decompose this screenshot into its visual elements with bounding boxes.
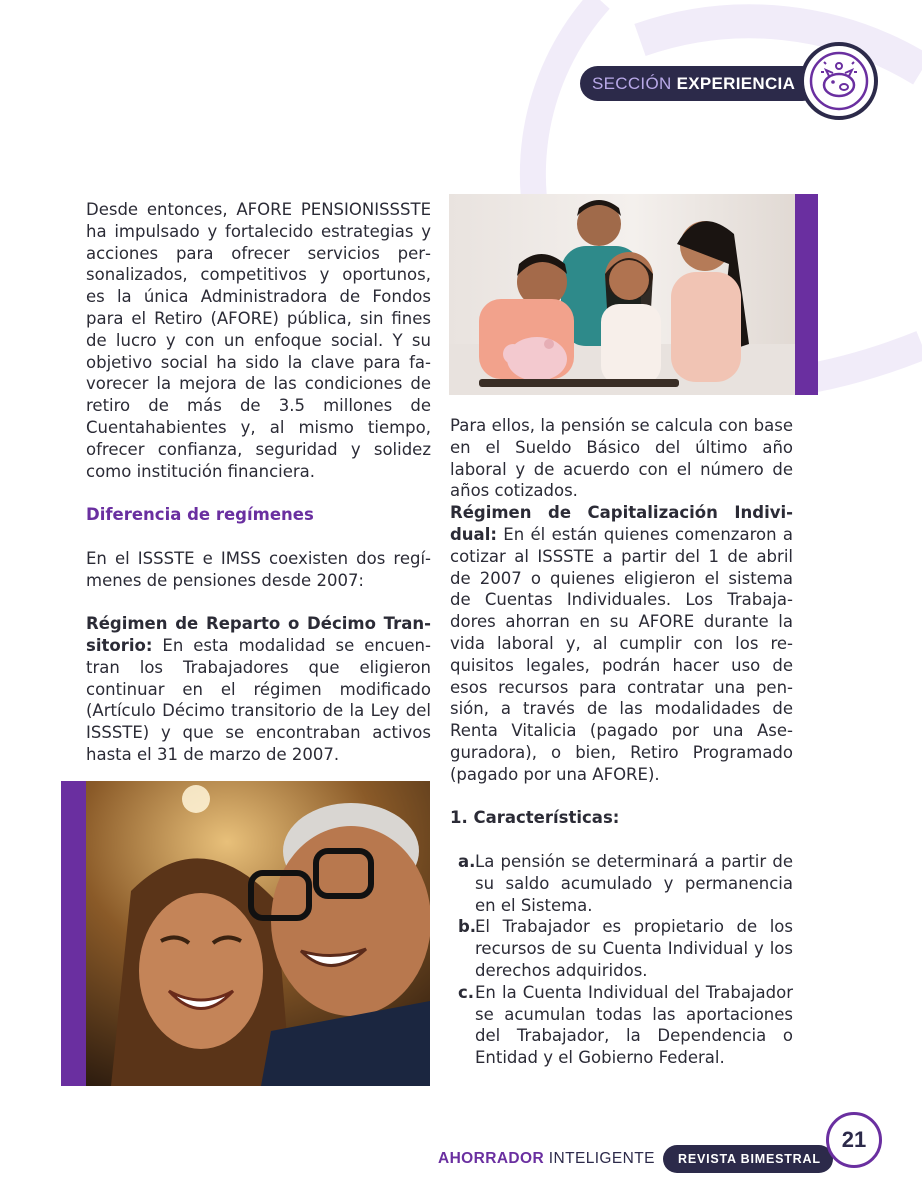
- family-saving-photo: [449, 194, 818, 395]
- regimen-reparto-title: Régimen de Reparto o Décimo Transitorio:: [86, 614, 431, 655]
- regimen-reparto-paragraph: [86, 613, 431, 766]
- list-item-text: La pensión se determinará a partir de su saldo acumulado y permanencia en el Sistema.: [475, 851, 793, 915]
- regimen-reparto-text: En esta modalidad se encuentran los Trabajadores que eligieron continuar en el régimen modificado (Artículo Décimo transitorio de la Ley del ISSSTE) y que se encontraban activos hasta el 31 de marzo de 2007.: [86, 635, 431, 764]
- section-prefix: SECCIÓN: [592, 74, 672, 93]
- features-list: [458, 851, 793, 1069]
- list-item-text: El Trabajador es propietario de los recursos de su Cuenta Individual y los derechos adquiridos.: [475, 917, 793, 980]
- page-number: 21: [826, 1112, 882, 1168]
- list-item: [458, 916, 793, 981]
- footer-brand: [438, 1150, 655, 1168]
- list-marker: a.: [458, 851, 476, 871]
- list-item-text: En la Cuenta Individual del Trabajador se acumulan todas las aportaciones del Trabajador, la Dependencia o Entidad y el Gobierno Federal.: [475, 982, 793, 1068]
- piggy-bank-icon: [800, 42, 878, 120]
- regimen-individual-text: En él están quienes comenzaron a cotizar al ISSSTE a partir del 1 de abril de 2007 o quienes eligieron el sistema de Cuentas Individuales. Los Trabajadores ahorran en su AFORE durante la vida laboral y, al cumplir con los requisitos legales, podrán hacer uso de esos recursos para contratar una pensión, a través de las modalidades de Renta Vitalicia (pagado por una Aseguradora), o bien, Retiro Programado (pagado por una AFORE).: [450, 524, 793, 784]
- regimen-individual-title: Régimen de Capitalización Individual:: [450, 503, 793, 544]
- footer-brand-rest: INTELIGENTE: [548, 1150, 655, 1167]
- right-column: [450, 415, 793, 1069]
- list-item: [458, 851, 793, 916]
- list-marker: c.: [458, 982, 475, 1002]
- section-name: EXPERIENCIA: [676, 74, 796, 93]
- footer-magazine-label: REVISTA BIMESTRAL: [663, 1145, 833, 1173]
- intro-paragraph: Desde entonces, AFORE PENSIONISSSTE ha impulsado y fortalecido estrategias y acciones para ofrecer servicios personalizados, competitivos y oportunos, es la única Administradora de Fondos para el Retiro (AFORE) pública, sin fines de lucro y con un enfoque social. Y su objetivo social ha sido la clave para favorecer la mejora de las condiciones de retiro de más de 3.5 millones de Cuentahabientes y, al mismo tiempo, ofrecer confianza, seguridad y solidez como institución financiera.: [86, 200, 431, 481]
- senior-couple-photo: [61, 781, 430, 1086]
- coexist-paragraph: En el ISSSTE e IMSS coexisten dos regímenes de pensiones desde 2007:: [86, 548, 431, 590]
- footer-brand-accent: AHORRADOR: [438, 1150, 545, 1167]
- features-title: 1. Características:: [450, 808, 620, 828]
- list-marker: b.: [458, 917, 477, 937]
- subheading-regimes: Diferencia de regímenes: [86, 505, 314, 525]
- section-header: [580, 66, 820, 101]
- regimen-individual-paragraph: [450, 502, 793, 785]
- left-column: [86, 199, 431, 766]
- list-item: [458, 982, 793, 1069]
- pension-calc-paragraph: Para ellos, la pensión se calcula con base en el Sueldo Básico del último año laboral y de acuerdo con el número de años cotizados.: [450, 416, 793, 501]
